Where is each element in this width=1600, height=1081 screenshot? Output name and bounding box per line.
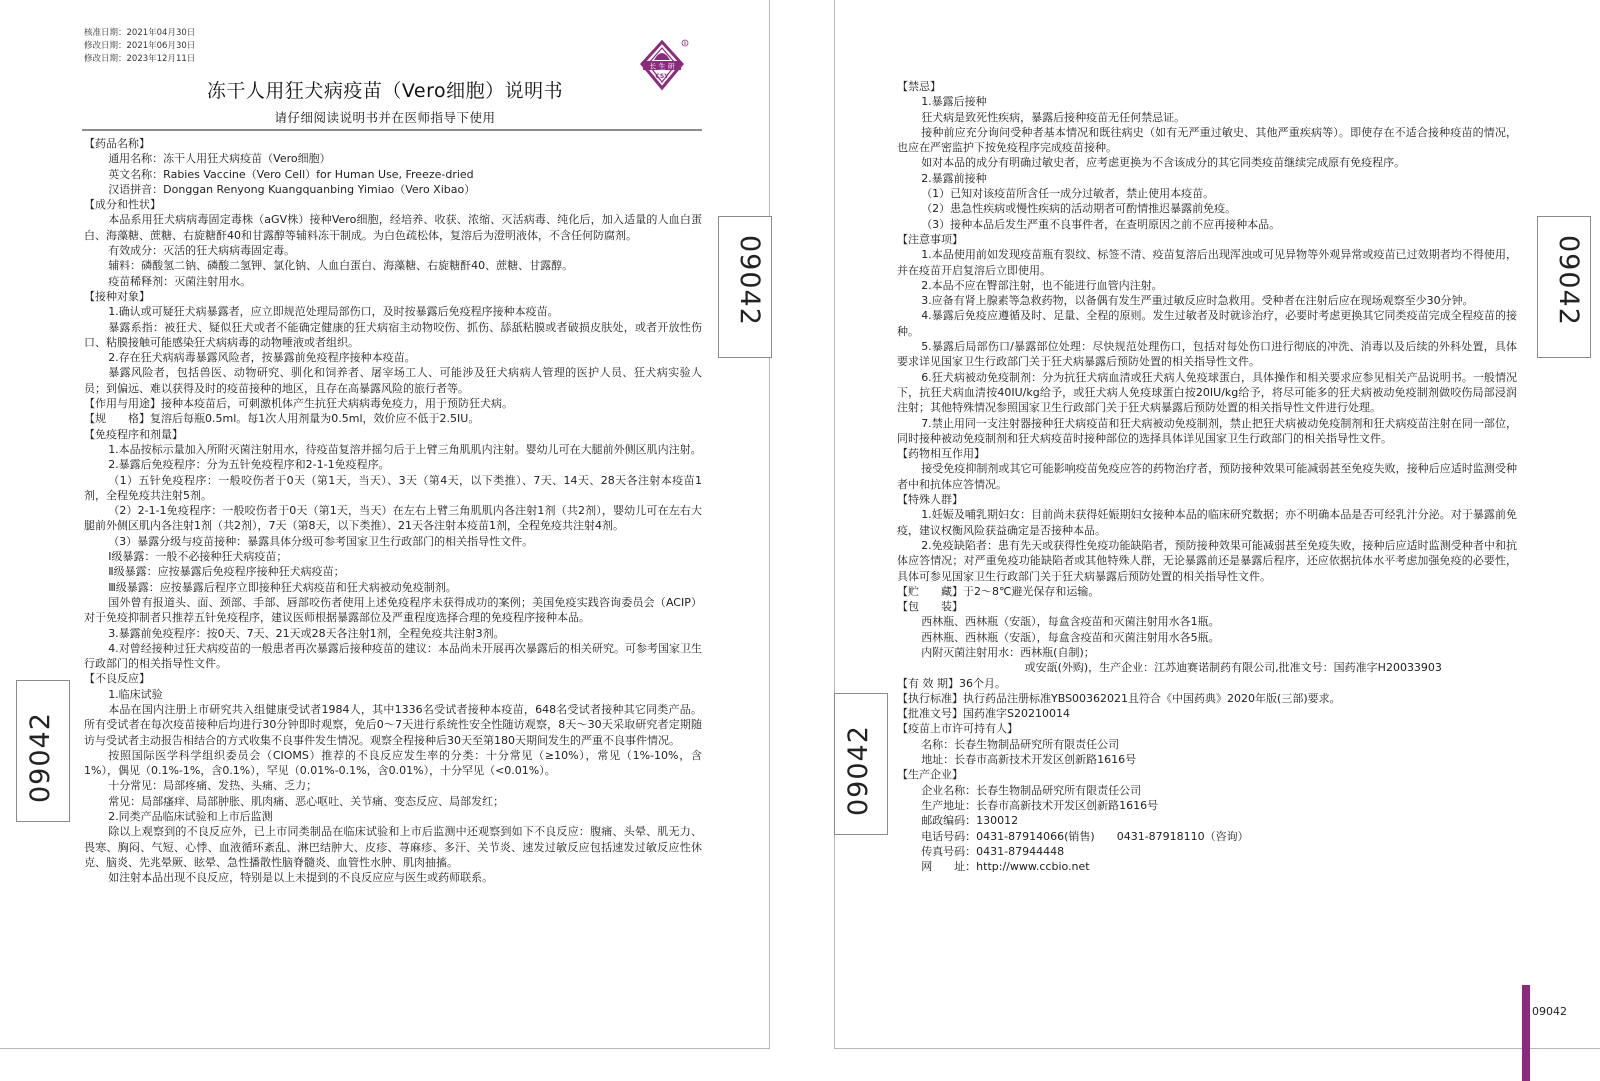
field-line: 邮政编码：130012 — [921, 814, 1019, 828]
paragraph: 1.暴露后接种 — [921, 95, 987, 109]
paragraph: 暴露风险者，包括兽医、动物研究、驯化和饲养者、屠宰场工人、可能涉及狂犬病病人管理的医护人员、狂犬病实验人员；到偏远、难以获得及时的疫苗接种的地区，且存在高暴露风险的旅行者等。 — [84, 366, 702, 395]
field-line: 传真号码：0431-87944448 — [921, 844, 1065, 858]
approval-date: 核准日期：2021年04月30日 — [84, 28, 196, 38]
tab-code-label: 09042 — [843, 725, 874, 816]
section-heading: 【有 效 期】36个月。 — [897, 676, 1006, 690]
middle-side-tab-left — [718, 216, 772, 358]
paragraph: 疫苗稀释剂：灭菌注射用水。 — [108, 274, 252, 288]
section-heading: 【药品名称】 — [84, 137, 150, 150]
paragraph: 辅料：磷酸氢二钠、磷酸二氢钾、氯化钠、人血白蛋白、海藻糖、右旋糖酐40、蔗糖、甘露醇。 — [108, 259, 574, 273]
left-column — [84, 136, 702, 886]
paragraph: 如注射本品出现不良反应，特别是以上未提到的不良反应应与医生或药师联系。 — [108, 871, 494, 885]
paragraph: 接种前应充分询问受种者基本情况和既往病史（如有无严重过敏史、其他严重疾病等）。即使存在不适合接种疫苗的情况，也应在严密监护下按免疫程序完成疫苗接种。 — [897, 125, 1517, 155]
field-line: 汉语拼音：Donggan Renyong Kuangquanbing Yimiao（Vero Xibao） — [108, 182, 476, 196]
field-line: 西林瓶、西林瓶（安瓿），每盒含疫苗和灭菌注射用水各1瓶。 — [921, 615, 1220, 629]
paragraph: 接受免疫抑制剂或其它可能影响疫苗免疫应答的药物治疗者，预防接种效果可能减弱甚至免疫失败，接种后应适时监测受种者中和抗体应答情况。 — [897, 462, 1517, 491]
right-side-tab — [1537, 216, 1591, 358]
paragraph: 2.暴露后免疫程序：分为五针免疫程序和2-1-1免疫程序。 — [108, 458, 390, 472]
paragraph: 3.应备有肾上腺素等急救药物，以备偶有发生严重过敏反应时急救用。受种者在注射后应在现场观察至少30分钟。 — [921, 294, 1474, 308]
tab-code-label: 09042 — [25, 712, 56, 803]
paragraph: 国外曾有报道头、面、颈部、手部、唇部咬伤者使用上述免疫程序未获得成功的案例；美国免疫实践咨询委员会（ACIP）对于免疫抑制者只推荐五针免疫程序，建议医师根据暴露部位及严重程度选择合理的免疫程序接种本品。 — [84, 595, 702, 625]
field-line: 西林瓶、西林瓶（安瓿），每盒含疫苗和灭菌注射用水各5瓶。 — [921, 630, 1220, 644]
section-heading: 【禁忌】 — [897, 80, 941, 93]
paragraph: Ⅰ级暴露：一般不必接种狂犬病疫苗； — [108, 550, 288, 564]
paragraph: Ⅱ级暴露：应按暴露后免疫程序接种狂犬病疫苗； — [108, 565, 345, 579]
paragraph: 1.临床试验 — [108, 687, 163, 701]
paragraph: （1）已知对该疫苗所含任一成分过敏者，禁止使用本疫苗。 — [921, 187, 1215, 201]
paragraph: 5.暴露后局部伤口/暴露部位处理：尽快规范处理伤口，包括对每处伤口进行彻底的冲洗、消毒以及后续的外科处置，具体要求详见国家卫生行政部门关于狂犬病暴露后预防处置的相关指导性文件。 — [897, 340, 1517, 369]
title-divider — [82, 129, 702, 131]
paragraph: （3）暴露分级与疫苗接种：暴露具体分级可参考国家卫生行政部门的相关指导性文件。 — [108, 534, 534, 548]
svg-text:CSY: CSY — [655, 73, 669, 80]
section-heading: 【不良反应】 — [84, 672, 150, 686]
paragraph: 2.暴露前接种 — [921, 171, 987, 185]
section-heading: 【作用与用途】接种本疫苗后，可刺激机体产生抗狂犬病病毒免疫力，用于预防狂犬病。 — [84, 397, 513, 411]
section-heading: 【成分和性状】 — [84, 198, 161, 212]
paragraph: 3.暴露前免疫程序：按0天、7天、21天或28天各注射1剂，全程免疫共注射3剂。 — [108, 626, 505, 640]
field-line: 或安瓿(外购)，生产企业：江苏迪赛诺制药有限公司,批准文号：国药准字H20033903 — [1024, 661, 1442, 675]
section-heading: 【贮 藏】于2～8℃避光保存和运输。 — [897, 584, 1100, 598]
paragraph: （2）患急性疾病或慢性疾病的活动期者可酌情推迟暴露前免疫。 — [921, 202, 1237, 216]
field-line: 名称：长春生物制品研究所有限责任公司 — [921, 737, 1120, 751]
section-heading: 【注意事项】 — [897, 232, 963, 246]
right-column — [897, 79, 1517, 874]
field-line: 生产地址：长春市高新技术开发区创新路1616号 — [921, 798, 1159, 812]
paragraph: 按照国际医学科学组织委员会（CIOMS）推荐的不良反应发生率的分类：十分常见（≥10%），常见（1%-10%，含1%），偶见（0.1%-1%，含0.1%），罕见（0.01%-0.1%，含0.01%），十分罕见（<0.01%）。 — [84, 748, 702, 778]
paragraph: 6.狂犬病被动免疫制剂：分为抗狂犬病血清或狂犬病人免疫球蛋白，具体操作和相关要求应参见相关产品说明书。一般情况下，抗狂犬病血清按40IU/kg给予，或狂犬病人免疫球蛋白按20IU/kg给予，将尽可能多的狂犬病被动免疫制剂做咬伤局部浸润注射；其他特殊情况参照国家卫生行政部门关于狂犬病暴露后预防处置的相关指导性文件进行处理。 — [897, 370, 1517, 415]
tab-code-label: 09042 — [734, 235, 765, 326]
paragraph: 有效成分：灭活的狂犬病病毒固定毒。 — [108, 244, 296, 258]
section-heading: 【免疫程序和剂量】 — [84, 427, 183, 441]
field-line: 内附灭菌注射用水：西林瓶(自制)； — [921, 645, 1095, 659]
revision-date-2: 修改日期：2023年12月11日 — [84, 54, 196, 64]
field-line: 网 址：http://www.ccbio.net — [921, 860, 1090, 874]
paragraph: （3）接种本品后发生严重不良事件者，在查明原因之前不应再接种本品。 — [921, 217, 1281, 231]
barcode-number: 09042 — [1532, 1005, 1567, 1018]
section-heading: 【特殊人群】 — [897, 493, 963, 507]
paragraph: 2.存在狂犬病病毒暴露风险者，按暴露前免疫程序接种本疫苗。 — [108, 351, 416, 365]
field-line: 通用名称：冻干人用狂犬病疫苗（Vero细胞） — [108, 152, 331, 166]
section-heading: 【批准文号】国药准字S20210014 — [897, 707, 1070, 721]
section-heading: 【规 格】复溶后每瓶0.5ml。每1次人用剂量为0.5ml，效价应不低于2.5IU。 — [84, 412, 480, 426]
paragraph: 如对本品的成分有明确过敏史者，应考虑更换为不含该成分的其它同类疫苗继续完成原有免疫程序。 — [921, 156, 1406, 170]
paragraph: 十分常见：局部疼痛、发热、头痛、乏力； — [108, 779, 318, 793]
middle-side-tab-right — [834, 693, 888, 835]
section-heading: 【生产企业】 — [897, 768, 963, 782]
section-heading: 【疫苗上市许可持有人】 — [897, 722, 1018, 736]
field-line: 企业名称：长春生物制品研究所有限责任公司 — [921, 783, 1142, 797]
paragraph: 4.对曾经接种过狂犬病疫苗的一般患者再次暴露后接种疫苗的建议：本品尚未开展再次暴露后的相关研究。可参考国家卫生行政部门的相关指导性文件。 — [84, 641, 702, 671]
paragraph: 2.本品不应在臀部注射，也不能进行血管内注射。 — [921, 278, 1163, 292]
approval-dates — [84, 27, 195, 66]
color-code-bar — [1522, 985, 1530, 1081]
paragraph: 1.本品按标示量加入所附灭菌注射用水，待疫苗复溶并摇匀后于上臂三角肌肌内注射。婴幼儿可在大腿前外侧区肌内注射。 — [108, 442, 702, 456]
paragraph: 2.免疫缺陷者：患有先天或获得性免疫功能缺陷者，预防接种效果可能减弱甚至免疫失败，接种后应适时监测受种者中和抗体应答情况；对严重免疫功能缺陷者或其他特殊人群，无论暴露前还是暴露后程序，还应依据抗体水平考虑加强免疫的必要性，具体可参见国家卫生行政部门关于狂犬病暴露后预防处置的相关指导性文件。 — [897, 538, 1517, 583]
field-line: 地址：长春市高新技术开发区创新路1616号 — [921, 753, 1137, 767]
paragraph: 常见：局部瘙痒、局部肿胀、肌肉痛、恶心呕吐、关节痛、变态反应、局部发红； — [108, 794, 505, 808]
paragraph: （2）2-1-1免疫程序：一般咬伤者于0天（第1天，当天）在左右上臂三角肌肌内各注射1剂（共2剂），婴幼儿可在左右大腿前外侧区肌内各注射1剂（共2剂），7天（第8天，以下类推）、21天各注射本疫苗1剂，全程免疫共注射4剂。 — [84, 504, 702, 533]
paragraph: Ⅲ级暴露：应按暴露后程序立即接种狂犬病疫苗和狂犬病被动免疫制剂。 — [108, 580, 457, 594]
svg-text:长 生 研: 长 生 研 — [649, 62, 675, 71]
section-heading: 【接种对象】 — [84, 289, 150, 303]
paragraph: 1.妊娠及哺乳期妇女：目前尚未获得妊娠期妇女接种本品的临床研究数据；亦不明确本品是否可经乳汁分泌。对于暴露前免疫，建议权衡风险获益确定是否接种本品。 — [897, 508, 1517, 537]
paragraph: 1.本品使用前如发现疫苗瓶有裂纹、标签不清、疫苗复溶后出现浑浊或可见异物等外观异常或疫苗已过效期者均不得使用，并在疫苗开启复溶后立即使用。 — [897, 248, 1517, 277]
section-heading: 【包 装】 — [897, 600, 963, 614]
section-heading: 【执行标准】执行药品注册标准YBS00362021且符合《中国药典》2020年版(三部)要求。 — [897, 691, 1341, 705]
svg-text:R: R — [683, 41, 687, 46]
left-side-tab — [16, 680, 70, 822]
tab-code-label: 09042 — [1553, 235, 1584, 326]
section-heading: 【药物相互作用】 — [897, 447, 985, 461]
paragraph: （1）五针免疫程序：一般咬伤者于0天（第1天，当天）、3天（第4天，以下类推）、7天、14天、28天各注射本疫苗1剂，全程免疫共注射5剂。 — [84, 473, 702, 502]
document-subtitle: 请仔细阅读说明书并在医师指导下使用 — [274, 110, 496, 125]
paragraph: 暴露系指：被狂犬、疑似狂犬或者不能确定健康的狂犬病宿主动物咬伤、抓伤、舔舐粘膜或者破损皮肤处，或者开放性伤口、粘膜接触可能感染狂犬病病毒的动物唾液或者组织。 — [84, 320, 702, 349]
field-line: 电话号码：0431-87914066(销售) 0431-87918110（咨询） — [921, 829, 1249, 843]
paragraph: 1.确认或可疑狂犬病暴露者，应立即规范处理局部伤口，及时按暴露后免疫程序接种本疫苗。 — [108, 305, 559, 319]
paragraph: 本品在国内注册上市研究共入组健康受试者1984人，其中1336名受试者接种本疫苗，648名受试者接种其它同类产品。所有受试者在每次疫苗接种后均进行30分钟即时观察，免后0～7天进行系统性安全性随访观察，8天～30天采取研究者定期随访与受试者主动报告相结合的方式收集不良事件发生情况。观察全程接种后30天至第180天期间发生的严重不良事件情况。 — [84, 702, 702, 747]
paragraph: 2.同类产品临床试验和上市后监测 — [108, 810, 273, 824]
document-title: 冻干人用狂犬病疫苗（Vero细胞）说明书 — [206, 80, 564, 102]
paragraph: 本品系用狂犬病病毒固定毒株（aGV株）接种Vero细胞，经培养、收获、浓缩、灭活病毒、纯化后，加入适量的人血白蛋白、海藻糖、蔗糖、右旋糖酐40和甘露醇等辅料冻干制成。为白色疏松体，复溶后为澄明液体，不含任何防腐剂。 — [84, 213, 702, 242]
field-line: 英文名称：Rabies Vaccine（Vero Cell）for Human Use, Freeze-dried — [108, 167, 474, 181]
paragraph: 除以上观察到的不良反应外，已上市同类制品在临床试验和上市后监测中还观察到如下不良反应：腹痛、头晕、肌无力、畏寒、胸闷、气短、心悸、血液循环紊乱、淋巴结肿大、皮疹、荨麻疹、多汗、关节炎、速发过敏反应包括速发过敏反应性休克、脑炎、先兆晕厥、眩晕、急性播散性脑脊髓炎、血管性水肿、肌肉抽搐。 — [84, 825, 702, 869]
paragraph: 狂犬病是致死性疾病，暴露后接种疫苗无任何禁忌证。 — [921, 110, 1186, 124]
revision-date-1: 修改日期：2021年06月30日 — [84, 41, 196, 51]
paragraph: 7.禁止用同一支注射器接种狂犬病疫苗和狂犬病被动免疫制剂，禁止把狂犬病被动免疫制剂和狂犬病疫苗注射在同一部位，同时接种被动免疫制剂和狂犬病疫苗时接种部位的选择具体详见国家卫生行政部门的相关指导性文件。 — [897, 416, 1517, 445]
paragraph: 4.暴露后免疫应遵循及时、足量、全程的原则。发生过敏者及时就诊治疗，必要时考虑更换其它同类疫苗完成全程疫苗的接种。 — [897, 309, 1517, 338]
